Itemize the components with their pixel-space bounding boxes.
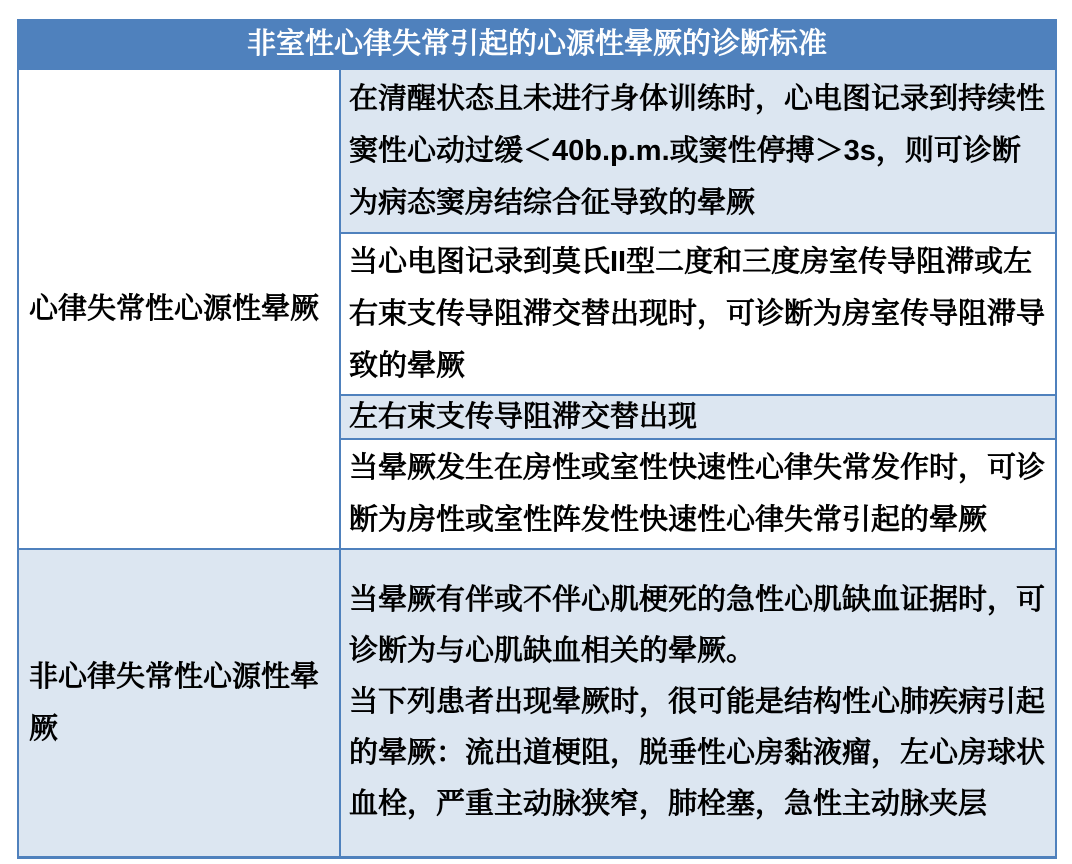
criterion-cell-bundle-branch-block: 左右束支传导阻滞交替出现	[340, 395, 1056, 439]
table-row	[18, 549, 1056, 857]
criterion-cell-sinus-bradycardia: 在清醒状态且未进行身体训练时，心电图记录到持续性窦性心动过缓＜40b.p.m.或窦性停搏＞3s，则可诊断为病态窦房结综合征导致的晕厥	[340, 69, 1056, 233]
criterion-paragraph-ischemia: 当晕厥有伴或不伴心肌梗死的急性心肌缺血证据时，可诊断为与心肌缺血相关的晕厥。	[349, 584, 1046, 668]
category-cell-non-arrhythmic: 非心律失常性心源性晕厥	[18, 549, 340, 857]
criterion-cell-av-block: 当心电图记录到莫氏II型二度和三度房室传导阻滞或左右束支传导阻滞交替出现时，可诊断为房室传导阻滞导致的晕厥	[340, 233, 1056, 395]
diagnostic-criteria-table	[17, 19, 1057, 859]
table-row	[18, 69, 1056, 233]
criterion-cell-non-arrhythmic	[340, 549, 1056, 857]
criterion-cell-tachyarrhythmia: 当晕厥发生在房性或室性快速性心律失常发作时，可诊断为房性或室性阵发性快速性心律失常引起的晕厥	[340, 439, 1056, 549]
category-cell-arrhythmic: 心律失常性心源性晕厥	[18, 69, 340, 549]
criterion-paragraph-structural-disease: 当下列患者出现晕厥时，很可能是结构性心肺疾病引起的晕厥：流出道梗阻，脱垂性心房黏液瘤，左心房球状血栓，严重主动脉狭窄，肺栓塞，急性主动脉夹层	[349, 686, 1046, 821]
table-title: 非室性心律失常引起的心源性晕厥的诊断标准	[18, 20, 1056, 69]
table-header-row	[18, 20, 1056, 69]
